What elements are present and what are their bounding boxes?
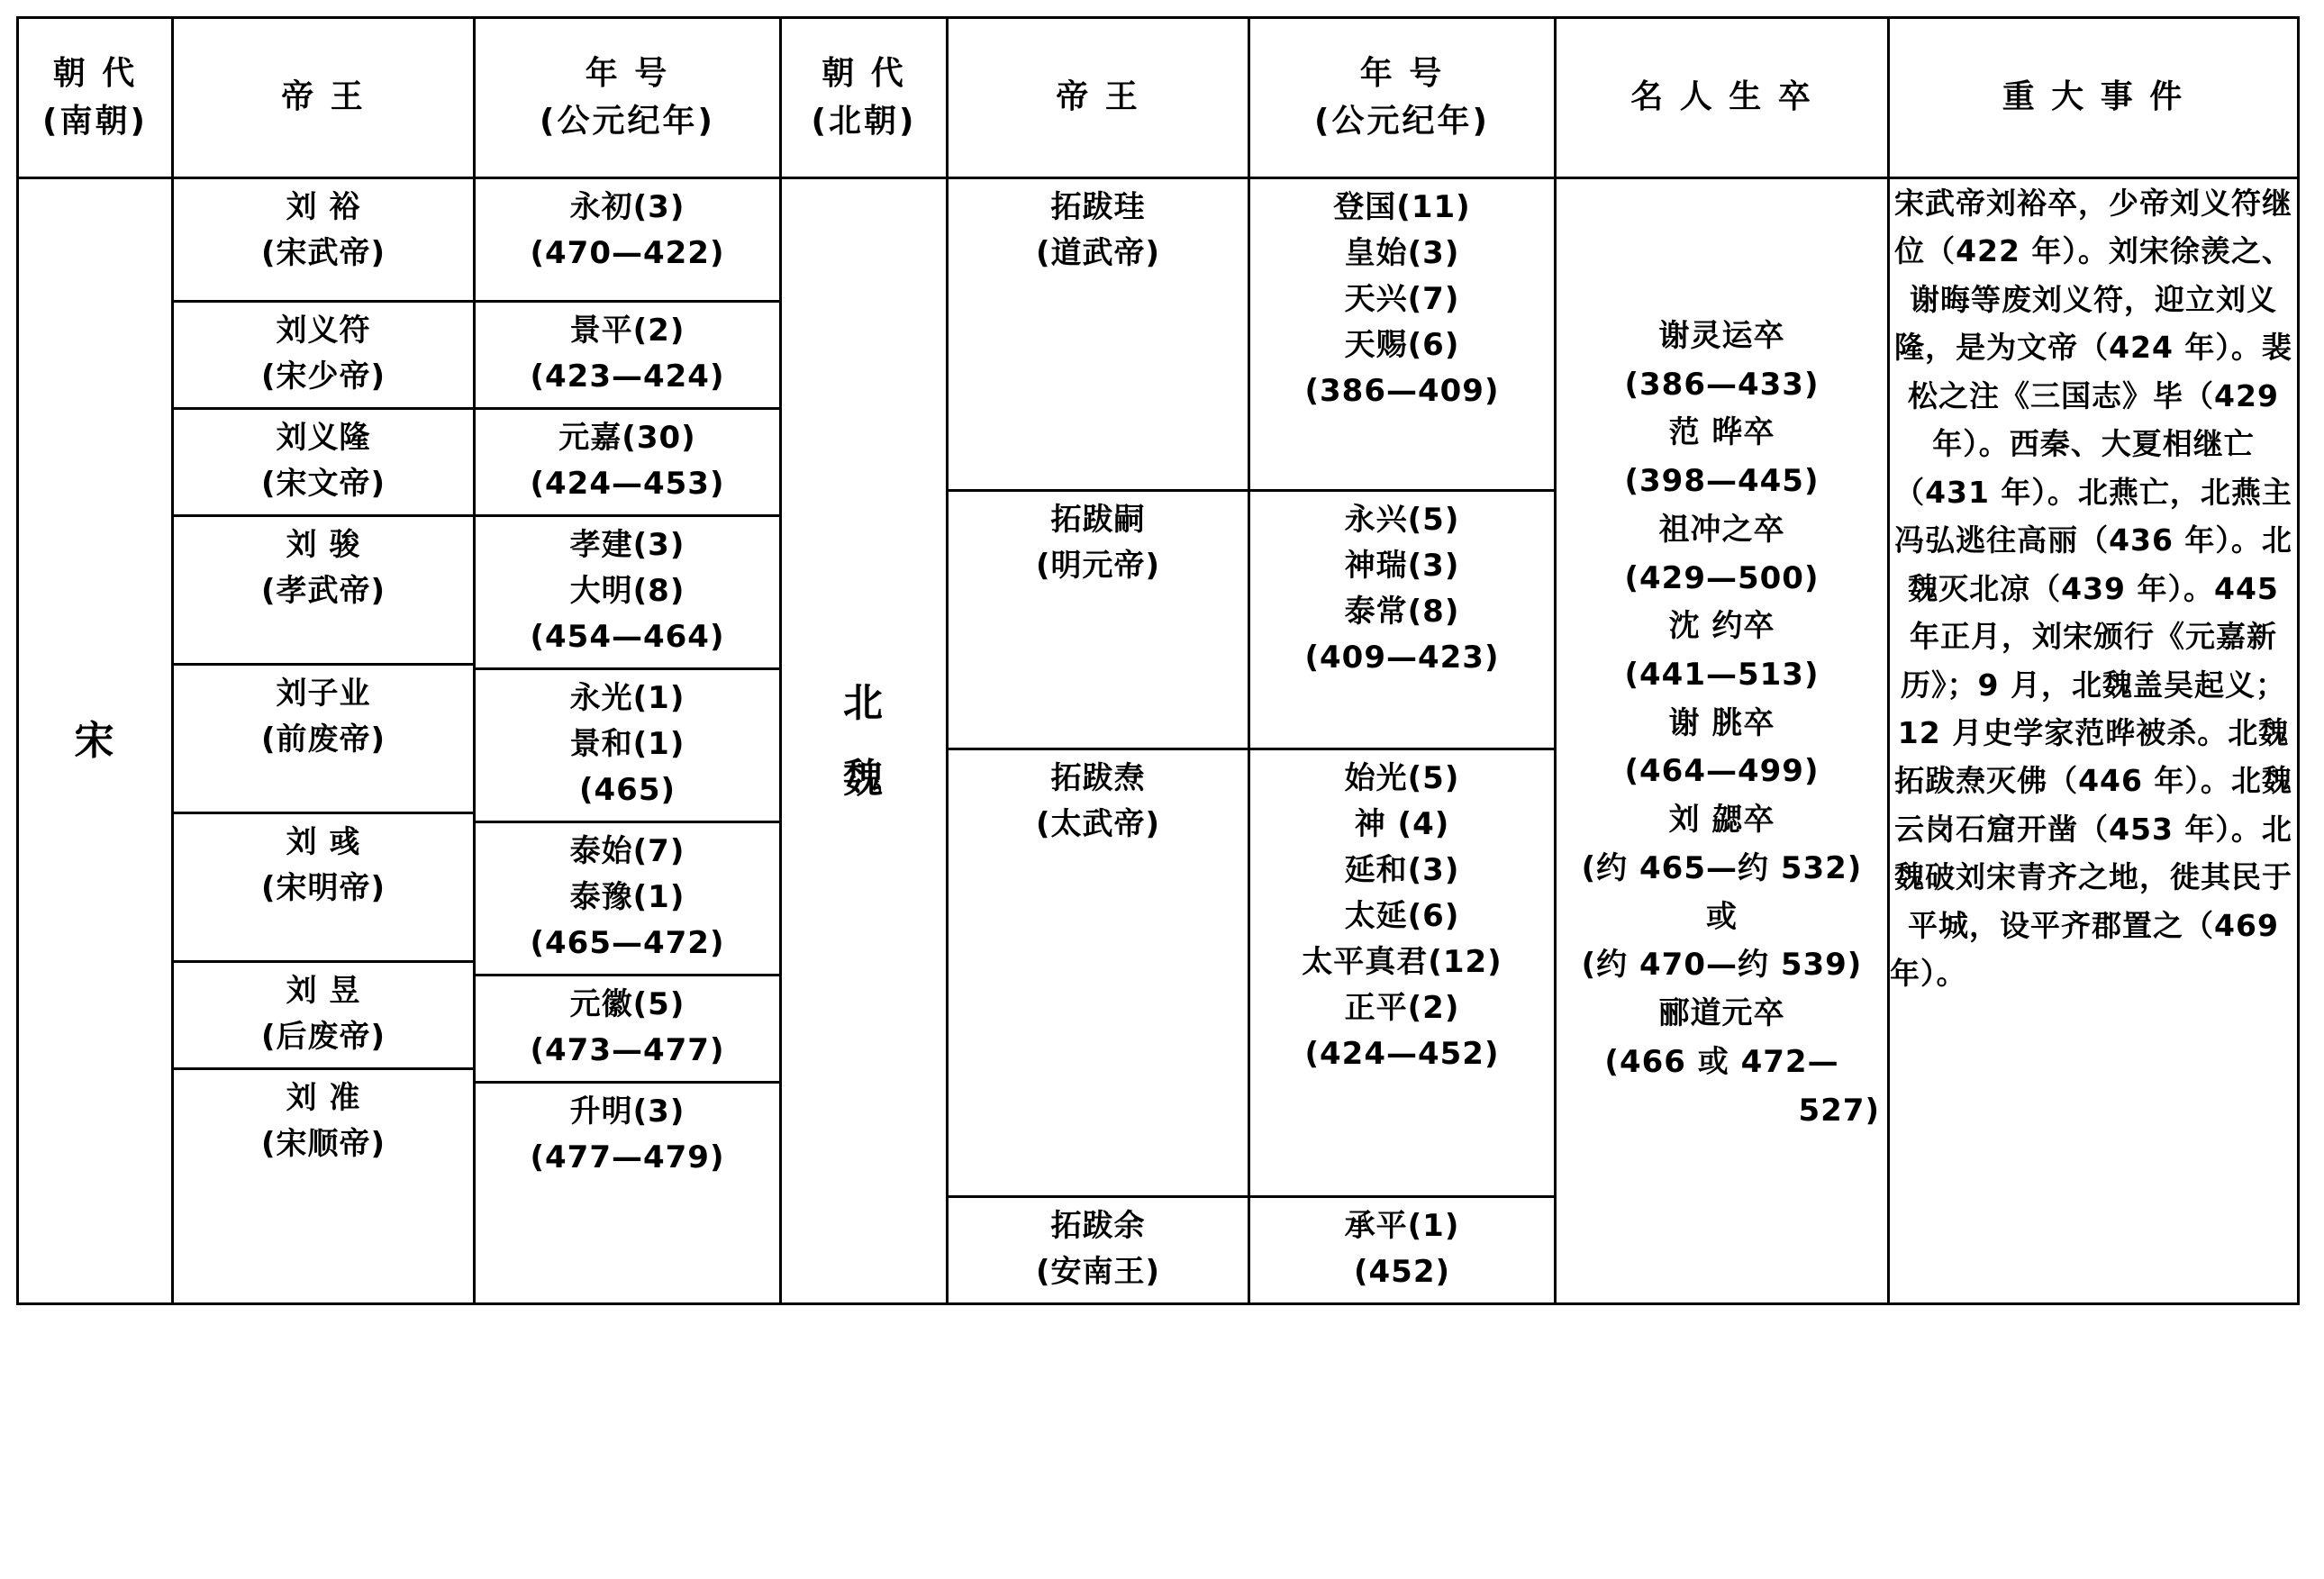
person-entry: 沈 约卒 bbox=[1668, 608, 1775, 645]
header-notable-people bbox=[1556, 18, 1889, 178]
era-name: 承平(1) bbox=[1344, 1208, 1460, 1244]
era-name: 天兴(7) bbox=[1344, 281, 1460, 317]
list-item bbox=[174, 409, 473, 516]
table-body-row bbox=[18, 178, 2299, 1304]
era-name: 大明(8) bbox=[569, 573, 685, 609]
emperor-name: 拓跋珪 bbox=[1050, 189, 1146, 225]
header-era-north bbox=[1249, 18, 1556, 178]
era-name: 神瑞(3) bbox=[1344, 548, 1460, 584]
era-years: (423—424) bbox=[530, 358, 725, 395]
header-emperor-north bbox=[948, 18, 1249, 178]
cell-emperors-north bbox=[948, 178, 1249, 1304]
era-years: (465—472) bbox=[530, 925, 725, 961]
era-years: (477—479) bbox=[530, 1139, 725, 1175]
dynasty-north-char-2: 魏 bbox=[843, 755, 885, 802]
era-name: 始光(5) bbox=[1344, 760, 1460, 796]
emperor-south-list bbox=[174, 179, 473, 1175]
person-dates: (441—513) bbox=[1624, 657, 1820, 694]
era-name: 正平(2) bbox=[1344, 990, 1460, 1026]
list-item bbox=[476, 409, 779, 516]
era-years: (473—477) bbox=[530, 1032, 725, 1068]
person-dates: (398—445) bbox=[1624, 463, 1820, 500]
era-name: 皇始(3) bbox=[1344, 235, 1460, 271]
emperor-title: (宋少帝) bbox=[260, 358, 386, 395]
era-years: (454—464) bbox=[530, 619, 725, 655]
list-item bbox=[174, 302, 473, 409]
list-item bbox=[949, 1197, 1248, 1303]
person-entry: 刘 勰卒 bbox=[1668, 802, 1775, 839]
emperor-name: 刘 准 bbox=[286, 1080, 361, 1116]
era-name: 太平真君(12) bbox=[1302, 944, 1502, 980]
era-years: (409—423) bbox=[1304, 640, 1500, 676]
era-years: (424—453) bbox=[530, 466, 725, 502]
era-years: (465) bbox=[578, 772, 676, 808]
emperor-title: (宋文帝) bbox=[260, 466, 386, 502]
list-item bbox=[476, 976, 779, 1083]
era-south-list bbox=[476, 179, 779, 1188]
list-item bbox=[949, 179, 1248, 491]
list-item bbox=[476, 822, 779, 976]
list-item bbox=[476, 302, 779, 409]
era-name: 泰始(7) bbox=[569, 833, 685, 869]
header-line-1: 年 号 bbox=[1359, 55, 1445, 93]
header-line-1: 重 大 事 件 bbox=[2002, 78, 2185, 116]
person-entry: 范 晔卒 bbox=[1668, 414, 1775, 451]
list-item bbox=[476, 1083, 779, 1189]
person-dates: (466 或 472— bbox=[1604, 1043, 1839, 1080]
emperor-title: (安南王) bbox=[1035, 1254, 1161, 1290]
header-line-1: 帝 王 bbox=[1056, 78, 1140, 116]
emperor-name: 刘 骏 bbox=[286, 527, 361, 563]
list-item bbox=[1250, 749, 1554, 1197]
era-name: 元嘉(30) bbox=[558, 420, 696, 456]
era-years: (424—452) bbox=[1304, 1036, 1500, 1072]
emperor-name: 刘义隆 bbox=[276, 420, 371, 456]
era-years: (386—409) bbox=[1304, 373, 1500, 409]
era-name: 神 (4) bbox=[1354, 806, 1450, 842]
emperor-title: (宋明帝) bbox=[260, 870, 386, 906]
emperor-name: 刘 昱 bbox=[286, 973, 361, 1009]
emperor-title: (宋武帝) bbox=[260, 235, 386, 271]
header-major-events bbox=[1889, 18, 2299, 178]
header-line-2: (公元纪年) bbox=[1314, 102, 1490, 140]
emperor-name: 刘 彧 bbox=[286, 824, 361, 860]
header-line-2: (南朝) bbox=[42, 102, 148, 140]
header-era-south bbox=[475, 18, 781, 178]
person-entry: 郦道元卒 bbox=[1658, 995, 1785, 1032]
cell-emperors-south bbox=[173, 178, 475, 1304]
person-dates: (386—433) bbox=[1624, 366, 1820, 403]
emperor-name: 拓跋余 bbox=[1050, 1208, 1146, 1244]
list-item bbox=[476, 179, 779, 302]
person-dates: (464—499) bbox=[1624, 753, 1820, 790]
emperor-name: 拓跋焘 bbox=[1050, 760, 1146, 796]
list-item bbox=[174, 516, 473, 665]
person-dates-alt: (约 470—约 539) bbox=[1581, 947, 1863, 984]
list-item bbox=[949, 491, 1248, 749]
cell-notable-people bbox=[1556, 178, 1889, 1304]
list-item bbox=[1250, 1197, 1554, 1303]
list-item bbox=[174, 665, 473, 813]
era-name: 天赐(6) bbox=[1344, 327, 1460, 363]
era-name: 孝建(3) bbox=[569, 527, 685, 563]
cell-dynasty-north bbox=[781, 178, 948, 1304]
emperor-title: (宋顺帝) bbox=[260, 1126, 386, 1162]
header-line-1: 年 号 bbox=[585, 55, 670, 93]
header-dynasty-south bbox=[18, 18, 173, 178]
era-north-list bbox=[1250, 179, 1554, 1302]
dynasty-north-char-1: 北 bbox=[843, 679, 885, 726]
cell-major-events: 宋武帝刘裕卒，少帝刘义符继位（422 年）。刘宋徐羡之、谢晦等废刘义符，迎立刘义隆，是为文帝（424 年）。裴松之注《三国志》毕（429 年）。西秦、大夏相继亡（431 年）。北燕亡，北燕主冯弘逃往高丽（436 年）。北魏灭北凉（439 年）。445 年正月，刘宋颁行《元嘉新历》；9 月，北魏盖吴起义；12 月史学家范晔被杀。北魏拓跋焘灭佛（446 年）。北魏云岗石窟开凿（453 年）。北魏破刘宋青齐之地，徙其民于平城，设平齐郡置之（469 年）。 bbox=[1889, 178, 2299, 1304]
dynasty-south-label: 宋 bbox=[74, 717, 116, 764]
list-item bbox=[1250, 179, 1554, 491]
person-alt-marker: 或 bbox=[1706, 898, 1738, 935]
era-name: 永兴(5) bbox=[1344, 502, 1460, 538]
era-name: 登国(11) bbox=[1333, 189, 1471, 225]
era-name: 太延(6) bbox=[1344, 898, 1460, 934]
list-item bbox=[1250, 491, 1554, 749]
emperor-title: (道武帝) bbox=[1035, 235, 1161, 271]
era-years: (452) bbox=[1353, 1254, 1451, 1290]
person-dates: (约 465—约 532) bbox=[1581, 849, 1863, 886]
list-item bbox=[174, 179, 473, 302]
era-name: 元徽(5) bbox=[569, 986, 685, 1022]
list-item bbox=[174, 1069, 473, 1175]
era-name: 升明(3) bbox=[569, 1094, 685, 1130]
table-header-row bbox=[18, 18, 2299, 178]
era-name: 永初(3) bbox=[569, 189, 685, 225]
person-dates-cont: 527) bbox=[1798, 1092, 1880, 1129]
list-item bbox=[476, 516, 779, 669]
header-line-2: (北朝) bbox=[811, 102, 917, 140]
list-item bbox=[476, 669, 779, 822]
era-name: 泰常(8) bbox=[1344, 594, 1460, 630]
emperor-title: (明元帝) bbox=[1035, 548, 1161, 584]
list-item bbox=[949, 749, 1248, 1197]
emperor-name: 刘义符 bbox=[276, 313, 371, 349]
cell-eras-north bbox=[1249, 178, 1556, 1304]
person-entry: 谢灵运卒 bbox=[1658, 318, 1785, 354]
era-name: 景和(1) bbox=[569, 726, 685, 762]
emperor-name: 拓跋嗣 bbox=[1050, 502, 1146, 538]
list-item bbox=[174, 813, 473, 962]
header-emperor-south bbox=[173, 18, 475, 178]
header-line-1: 名 人 生 卒 bbox=[1630, 78, 1813, 116]
person-entry: 谢 朓卒 bbox=[1668, 704, 1775, 741]
person-dates: (429—500) bbox=[1624, 559, 1820, 596]
header-line-1: 朝 代 bbox=[52, 55, 138, 93]
emperor-title: (孝武帝) bbox=[260, 573, 386, 609]
cell-dynasty-south bbox=[18, 178, 173, 1304]
header-line-1: 朝 代 bbox=[822, 55, 906, 93]
era-name: 泰豫(1) bbox=[569, 879, 685, 915]
header-dynasty-north bbox=[781, 18, 948, 178]
era-name: 景平(2) bbox=[569, 313, 685, 349]
era-name: 永光(1) bbox=[569, 680, 685, 716]
era-years: (470—422) bbox=[530, 235, 725, 271]
header-line-1: 帝 王 bbox=[281, 78, 366, 116]
emperor-name: 刘子业 bbox=[276, 676, 371, 712]
emperor-north-list bbox=[949, 179, 1248, 1302]
emperor-title: (太武帝) bbox=[1035, 806, 1161, 842]
list-item bbox=[174, 962, 473, 1069]
emperor-name: 刘 裕 bbox=[286, 189, 361, 225]
header-line-2: (公元纪年) bbox=[540, 102, 715, 140]
emperor-title: (前废帝) bbox=[260, 721, 386, 758]
person-entry: 祖冲之卒 bbox=[1658, 511, 1785, 548]
era-name: 延和(3) bbox=[1344, 852, 1460, 888]
cell-eras-south bbox=[475, 178, 781, 1304]
emperor-title: (后废帝) bbox=[260, 1019, 386, 1055]
dynasty-chronology-table bbox=[16, 16, 2300, 1305]
